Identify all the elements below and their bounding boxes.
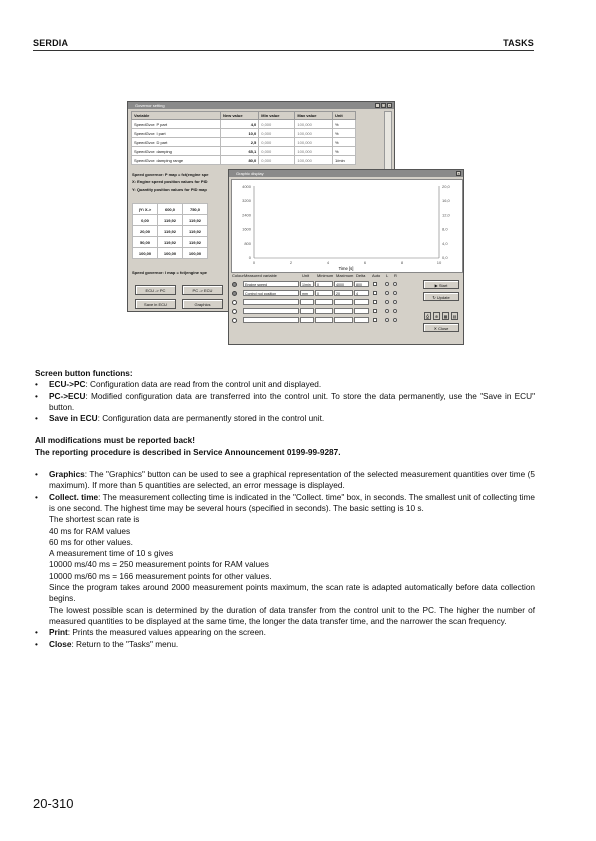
x-tick-label: 4 xyxy=(326,260,330,265)
parameter-table xyxy=(131,111,356,165)
unit-field xyxy=(300,299,314,305)
list-item xyxy=(35,639,535,650)
col-new-value: New value xyxy=(221,112,259,120)
body-text xyxy=(35,368,535,650)
cell-new-value[interactable]: 10,0 xyxy=(221,129,259,138)
channel-row[interactable] xyxy=(232,308,397,314)
auto-checkbox[interactable] xyxy=(373,309,377,313)
cell-min: 0,000 xyxy=(259,156,295,165)
maximum-field[interactable]: 20 xyxy=(334,290,353,296)
cell-variable: SpeedGvor: I part xyxy=(132,129,221,138)
col-minimum: Minimum xyxy=(317,273,334,278)
ecu-to-pc-button[interactable]: ECU -> PC xyxy=(135,285,176,295)
map-cell[interactable]: 119,92 xyxy=(158,237,183,248)
cell-max: 100,000 xyxy=(295,120,333,129)
button-row-2 xyxy=(135,299,223,309)
cell-new-value[interactable]: 4,0 xyxy=(221,120,259,129)
list-item xyxy=(35,492,535,628)
right-tick-label: 16,0 xyxy=(442,198,450,204)
maximum-field[interactable] xyxy=(334,317,353,323)
desc: : Prints the measured values appearing on the screen. xyxy=(67,628,266,638)
map-cell[interactable]: 119,92 xyxy=(158,226,183,237)
desc: : Configuration data are read from the control unit and displayed. xyxy=(85,380,322,390)
map-cell[interactable]: 100,00 xyxy=(158,248,183,259)
col-l: L xyxy=(386,273,389,278)
maximum-field[interactable] xyxy=(334,308,353,314)
desc: : The measurement collecting time is indicated in the "Collect. time" box, in seconds. The smallest unit of collecting time is one second. The highest time may be several hours (specified in seconds). The basic setting is 10 s. xyxy=(49,492,535,513)
colour-swatch[interactable] xyxy=(232,291,237,296)
map-row[interactable] xyxy=(133,248,208,259)
function-list-2 xyxy=(35,469,535,650)
map-cell[interactable]: 119,92 xyxy=(183,226,208,237)
left-axis-radio[interactable] xyxy=(385,291,389,295)
unit-field: 1/min xyxy=(300,281,314,287)
map-x-line: X: Engine speed position values for PID xyxy=(132,179,208,184)
graphic-window xyxy=(228,169,464,345)
scan-line: The shortest scan rate is xyxy=(49,515,140,525)
close-label: Close xyxy=(438,326,449,331)
term: Close xyxy=(49,639,72,649)
right-tick-label: 8,0 xyxy=(442,226,448,232)
map-col: 600,0 xyxy=(158,204,183,215)
left-axis-radio[interactable] xyxy=(385,300,389,304)
list-item xyxy=(35,413,535,424)
cell-min: 0,000 xyxy=(259,138,295,147)
grid-icon[interactable]: ▦ xyxy=(443,314,448,319)
list-item xyxy=(35,627,535,638)
cell-min: 0,000 xyxy=(259,147,295,156)
map-cell[interactable]: 100,00 xyxy=(183,248,208,259)
print-icon[interactable]: ⎙ xyxy=(425,314,430,319)
variable-field[interactable] xyxy=(243,317,299,323)
scan-line: 60 ms for other values. xyxy=(49,537,133,547)
variable-field[interactable] xyxy=(243,299,299,305)
map-y-line: Y: Quantity position values for PID map xyxy=(132,187,207,192)
collect-para-2: The lowest possible scan is determined by the duration of data transfer from the control unit to the PC. The higher the number of measured quantities to be displayed at the same time, the longer the data transfer time, and the narrower the scan frequency. xyxy=(49,605,535,626)
left-tick-label: 3200 xyxy=(242,198,251,204)
x-tick-label: 6 xyxy=(363,260,367,265)
channel-row[interactable] xyxy=(232,281,397,287)
unit-field: mm xyxy=(300,290,314,296)
delta-field[interactable] xyxy=(354,299,369,305)
close-icon[interactable]: × xyxy=(457,171,460,176)
term: Save in ECU xyxy=(49,414,98,424)
cell-unit: % xyxy=(332,120,355,129)
minimize-icon[interactable]: _ xyxy=(376,103,379,108)
cell-unit: 1/min xyxy=(332,156,355,165)
export-icon[interactable]: ▤ xyxy=(452,314,457,319)
maximum-field[interactable] xyxy=(334,299,353,305)
delta-field[interactable]: 4 xyxy=(354,290,369,296)
x-axis-label: Time [s] xyxy=(338,266,354,271)
right-tick-label: 12,0 xyxy=(442,212,450,218)
scan-line: 10000 ms/40 ms = 250 measurement points for RAM values xyxy=(49,560,269,570)
channel-header xyxy=(232,273,402,278)
table-row[interactable] xyxy=(132,156,356,165)
cell-max: 100,000 xyxy=(295,129,333,138)
start-button[interactable]: ▶ Start xyxy=(423,280,459,289)
table-row[interactable] xyxy=(132,138,356,147)
variable-field[interactable]: Control rod position xyxy=(243,290,299,296)
cell-max: 100,000 xyxy=(295,138,333,147)
map-title-line: Speed governor: P map = fct(engine spe xyxy=(132,172,209,177)
col-unit: Unit xyxy=(332,112,355,120)
graphic-title: Graphic display xyxy=(236,171,264,176)
col-colour: Colour xyxy=(232,273,244,278)
map-cell: 50,00 xyxy=(133,237,158,248)
map-corner: |Y\ X-> xyxy=(133,204,158,215)
cell-new-value[interactable]: 2,5 xyxy=(221,138,259,147)
desc: : Configuration data are permanently stored in the control unit. xyxy=(97,414,325,424)
left-tick-label: 4000 xyxy=(242,184,251,189)
right-tick-label: 20,0 xyxy=(442,184,450,189)
minimum-field[interactable] xyxy=(315,308,333,314)
graph-svg xyxy=(232,180,462,272)
col-measured-variable: Measured variable xyxy=(244,273,277,278)
button-row-1 xyxy=(135,285,223,295)
cell-variable: SpeedGvor: D part xyxy=(132,138,221,147)
map-cell: 20,00 xyxy=(133,226,158,237)
delta-field[interactable]: 800 xyxy=(354,281,369,287)
start-label: Start xyxy=(438,283,448,288)
unit-field xyxy=(300,308,314,314)
functions-heading: Screen button functions: xyxy=(35,369,133,378)
map-cell[interactable]: 119,92 xyxy=(158,215,183,226)
right-axis-radio[interactable] xyxy=(393,309,397,313)
col-max-value: Max value xyxy=(295,112,333,120)
x-tick-label: 2 xyxy=(289,260,293,265)
table-row[interactable] xyxy=(132,120,356,129)
map-bottom-line: Speed governor: I map = fct(engine spe xyxy=(132,270,208,275)
col-delta: Delta xyxy=(356,273,366,278)
map-cell[interactable]: 119,92 xyxy=(183,215,208,226)
right-axis-radio[interactable] xyxy=(393,300,397,304)
cell-variable: SpeedGvor: damping xyxy=(132,147,221,156)
map-row[interactable] xyxy=(133,237,208,248)
zoom-icon[interactable]: ⊕ xyxy=(434,314,439,319)
screenshot-figure xyxy=(127,101,465,346)
col-unit: Unit xyxy=(302,273,310,278)
cell-min: 0,000 xyxy=(259,120,295,129)
minimum-field[interactable]: 0 xyxy=(315,281,333,287)
auto-checkbox[interactable] xyxy=(373,300,377,304)
term: Graphics xyxy=(49,470,85,480)
left-axis-radio[interactable] xyxy=(385,309,389,313)
auto-checkbox[interactable] xyxy=(373,291,377,295)
desc: : Return to the "Tasks" menu. xyxy=(71,639,179,649)
cell-unit: % xyxy=(332,138,355,147)
notice-line-1: All modifications must be reported back! xyxy=(35,436,195,446)
term: Print xyxy=(49,628,68,638)
x-tick-label: 10 xyxy=(436,260,442,265)
scan-line: A measurement time of 10 s gives xyxy=(49,549,174,559)
channel-row[interactable] xyxy=(232,299,397,305)
map-table xyxy=(132,203,208,259)
left-tick-label: 0 xyxy=(248,255,251,260)
colour-swatch[interactable] xyxy=(232,300,237,305)
channel-row[interactable] xyxy=(232,317,397,323)
col-auto: Auto xyxy=(372,273,381,278)
map-cell: 0,00 xyxy=(133,215,158,226)
colour-swatch[interactable] xyxy=(232,318,237,323)
collect-para-1: Since the program takes around 2000 measurement points maximum, the scan rate is adapted automatically before data collection begins. xyxy=(49,583,535,604)
close-button[interactable]: ✕ Close xyxy=(423,323,459,332)
pc-to-ecu-button[interactable]: PC -> ECU xyxy=(182,285,223,295)
term: Collect. time xyxy=(49,492,99,502)
left-axis-radio[interactable] xyxy=(385,282,389,286)
cell-max: 100,000 xyxy=(295,147,333,156)
maximum-field[interactable]: 4000 xyxy=(334,281,353,287)
table-row[interactable] xyxy=(132,129,356,138)
minimum-field[interactable] xyxy=(315,299,333,305)
header-right: TASKS xyxy=(503,38,534,48)
update-label: Update xyxy=(436,295,450,300)
graph-area xyxy=(231,179,463,273)
scan-line: 40 ms for RAM values xyxy=(49,526,131,536)
graphic-titlebar xyxy=(229,170,463,177)
table-row[interactable] xyxy=(132,147,356,156)
col-min-value: Min value xyxy=(259,112,295,120)
minimum-field[interactable] xyxy=(315,317,333,323)
cell-variable: SpeedGvor: damping range xyxy=(132,156,221,165)
auto-checkbox[interactable] xyxy=(373,318,377,322)
governor-titlebar xyxy=(128,102,394,109)
colour-swatch[interactable] xyxy=(232,282,237,287)
right-axis-radio[interactable] xyxy=(393,291,397,295)
header-rule xyxy=(33,50,534,51)
variable-field[interactable]: Engine speed xyxy=(243,281,299,287)
scan-line: 10000 ms/60 ms = 166 measurement points for other values. xyxy=(49,571,272,581)
term: ECU->PC xyxy=(49,380,86,390)
function-list xyxy=(35,379,535,424)
x-tick-label: 8 xyxy=(400,260,404,265)
cell-unit: % xyxy=(332,147,355,156)
desc: : The "Graphics" button can be used to see a graphical representation of the selected measurement quantities over time (5 maximum). If more than 5 quantities are selected, an error message is displayed. xyxy=(49,470,535,491)
header-left: SERDIA xyxy=(33,38,69,48)
variable-field[interactable] xyxy=(243,308,299,314)
left-tick-label: 2400 xyxy=(242,212,251,218)
save-in-ecu-button[interactable]: Save in ECU xyxy=(135,299,176,309)
right-axis-radio[interactable] xyxy=(393,318,397,322)
cell-unit: % xyxy=(332,129,355,138)
update-button[interactable]: ↻ Update xyxy=(423,292,459,301)
col-r: R xyxy=(394,273,397,278)
minimum-field[interactable]: 0 xyxy=(315,290,333,296)
x-tick-label: 0 xyxy=(252,260,256,265)
cell-min: 0,000 xyxy=(259,129,295,138)
term: PC->ECU xyxy=(49,391,86,401)
col-maximum: Maximum xyxy=(336,273,354,278)
list-item xyxy=(35,379,535,390)
right-tick-label: 4,0 xyxy=(442,240,448,246)
desc: : Modified configuration data are transferred into the control unit. To store the data permanently, use the "Save in ECU" button. xyxy=(49,391,535,412)
right-tick-label: 0,0 xyxy=(442,255,448,260)
right-axis-radio[interactable] xyxy=(393,282,397,286)
delta-field[interactable] xyxy=(354,308,369,314)
close-icon[interactable]: × xyxy=(388,103,391,108)
notice-line-2: The reporting procedure is described in Service Announcement 0199-99-9287. xyxy=(35,447,341,457)
cell-max: 100,000 xyxy=(295,156,333,165)
list-item xyxy=(35,469,535,492)
map-cell: 100,00 xyxy=(133,248,158,259)
list-item xyxy=(35,391,535,414)
map-cell[interactable]: 119,92 xyxy=(183,237,208,248)
table-header-row xyxy=(132,112,356,120)
delta-field[interactable] xyxy=(354,317,369,323)
map-row[interactable] xyxy=(133,226,208,237)
cell-new-value[interactable]: 80,0 xyxy=(221,156,259,165)
left-tick-label: 800 xyxy=(244,240,251,246)
map-col: 750,0 xyxy=(183,204,208,215)
unit-field xyxy=(300,317,314,323)
left-tick-label: 1600 xyxy=(242,226,251,232)
vertical-scrollbar[interactable] xyxy=(384,111,392,173)
graphics-button[interactable]: Graphics xyxy=(182,299,223,309)
auto-checkbox[interactable] xyxy=(373,282,377,286)
left-axis-radio[interactable] xyxy=(385,318,389,322)
cell-new-value[interactable]: 65,1 xyxy=(221,147,259,156)
channel-row[interactable] xyxy=(232,290,397,296)
colour-swatch[interactable] xyxy=(232,309,237,314)
map-row[interactable] xyxy=(133,215,208,226)
page-number: 20-310 xyxy=(33,796,74,811)
col-variable: Variable xyxy=(132,112,221,120)
cell-variable: SpeedGvor: P part xyxy=(132,120,221,129)
maximize-icon[interactable]: □ xyxy=(382,103,385,108)
governor-title: Governor setting xyxy=(135,103,165,108)
